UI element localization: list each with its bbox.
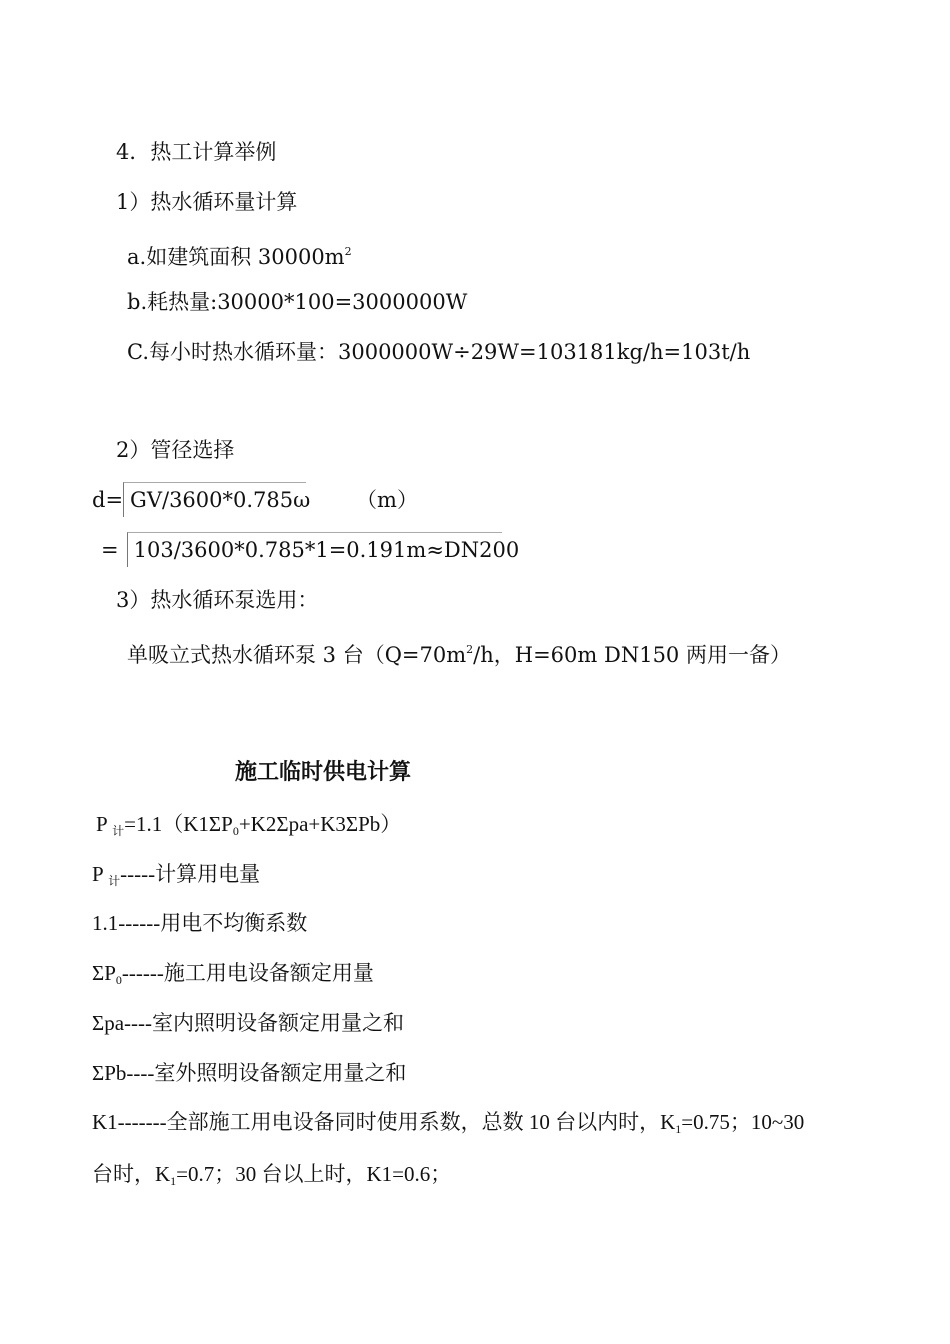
- definition-k1-line2: 台时，$K_1=0.7$；30 台以上时，K1=0.6；: [92, 1162, 452, 1188]
- definition-pa: Σpa----室内照明设备额定用量之和: [92, 1011, 405, 1035]
- subsection-2-title: 2）管径选择: [116, 438, 235, 462]
- diameter-formula: [92, 482, 418, 517]
- subsection-3-title: 3）热水循环泵选用：: [116, 588, 319, 612]
- item-a: a.如建筑面积 $30000m^2$: [127, 245, 352, 269]
- subsection-1-title: 1）热水循环量计算: [116, 190, 298, 214]
- item-b: b.耗热量:30000*100=3000000W: [127, 290, 468, 314]
- section-4-title: 4．热工计算举例: [116, 140, 277, 164]
- pump-selection: 单吸立式热水循环泵 3 台（$Q=70m^2/h$，H=60m DN150 两用一备）: [127, 643, 791, 667]
- definition-k1-line1: K1-------全部施工用电设备同时使用系数，总数 10 台以内时，$K_1=0.75$；10~30: [92, 1110, 805, 1136]
- sqrt-box: GV/3600*0.785ω: [123, 482, 306, 517]
- formula-unit: （m）: [356, 488, 418, 512]
- definition-p: P $_计$-----计算用电量: [92, 862, 261, 888]
- diameter-result: = 103/3600*0.785*1=0.191m≈DN200: [101, 532, 502, 567]
- formula-prefix: d=: [92, 488, 124, 512]
- sqrt-box: 103/3600*0.785*1=0.191m≈DN200: [127, 532, 502, 567]
- superscript: 2: [344, 245, 352, 258]
- power-formula: P $_计=1.1(K1\Sigma P_0+K2\Sigma pa+K3\Sigma Pb)$: [96, 812, 402, 838]
- definition-p0: $\Sigma P_0------$施工用电设备额定用量: [92, 961, 374, 987]
- item-c: C.每小时热水循环量：3000000W÷29W=103181kg/h=103t/h: [127, 340, 751, 364]
- definition-pb: ΣPb----室外照明设备额定用量之和: [92, 1061, 407, 1085]
- power-section-heading: 施工临时供电计算: [235, 760, 412, 785]
- definition-1-1: 1.1------用电不均衡系数: [92, 911, 308, 935]
